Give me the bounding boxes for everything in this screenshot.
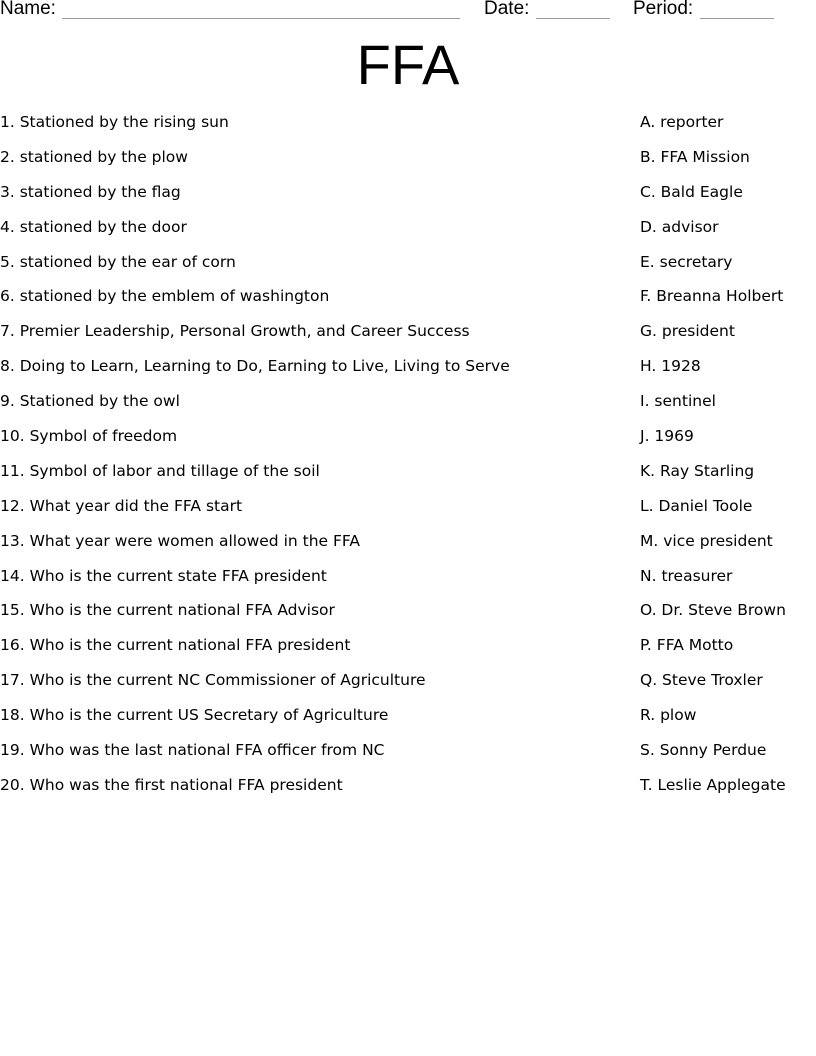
answer-item: S. Sonny Perdue [640, 741, 767, 760]
answer-item: I. sentinel [640, 392, 716, 411]
answer-item: R. plow [640, 706, 697, 725]
answer-item: E. secretary [640, 252, 733, 271]
question-item: 16. Who is the current national FFA president [0, 636, 351, 655]
question-item: 11. Symbol of labor and tillage of the soil [0, 461, 320, 480]
answer-item: N. treasurer [640, 566, 733, 585]
question-item: 8. Doing to Learn, Learning to Do, Earning to Live, Living to Serve [0, 357, 510, 376]
name-label: Name: [0, 0, 56, 19]
date-blank-line[interactable] [536, 18, 610, 19]
answer-item: D. advisor [640, 217, 719, 236]
question-item: 13. What year were women allowed in the FFA [0, 531, 360, 550]
question-item: 5. stationed by the ear of corn [0, 252, 236, 271]
answer-item: B. FFA Mission [640, 147, 750, 166]
question-item: 17. Who is the current NC Commissioner of Agriculture [0, 671, 426, 690]
answer-item: L. Daniel Toole [640, 496, 753, 515]
question-item: 14. Who is the current state FFA president [0, 566, 327, 585]
answer-item: O. Dr. Steve Brown [640, 601, 786, 620]
question-item: 15. Who is the current national FFA Advisor [0, 601, 335, 620]
question-item: 6. stationed by the emblem of washington [0, 287, 330, 306]
question-item: 10. Symbol of freedom [0, 427, 178, 446]
answer-item: G. president [640, 322, 735, 341]
answer-item: C. Bald Eagle [640, 182, 743, 201]
question-item: 9. Stationed by the owl [0, 392, 180, 411]
question-item: 2. stationed by the plow [0, 147, 188, 166]
answer-item: Q. Steve Troxler [640, 671, 763, 690]
answer-item: A. reporter [640, 113, 724, 131]
question-item: 20. Who was the first national FFA president [0, 775, 343, 794]
question-item: 7. Premier Leadership, Personal Growth, and Career Success [0, 322, 470, 341]
question-item: 1. Stationed by the rising sun [0, 113, 229, 131]
name-blank-line[interactable] [62, 18, 460, 19]
question-list [0, 110, 620, 808]
question-item: 3. stationed by the flag [0, 182, 181, 201]
question-item: 4. stationed by the door [0, 217, 187, 236]
answer-item: J. 1969 [640, 427, 694, 446]
answer-item: T. Leslie Applegate [640, 775, 786, 794]
date-label: Date: [484, 0, 530, 19]
answer-item: F. Breanna Holbert [640, 287, 784, 306]
answer-item: K. Ray Starling [640, 461, 755, 480]
question-item: 18. Who is the current US Secretary of Agriculture [0, 706, 389, 725]
answer-item: M. vice president [640, 531, 773, 550]
worksheet-header [0, 0, 816, 24]
page-title: FFA [356, 33, 460, 96]
answer-item: P. FFA Motto [640, 636, 734, 655]
period-blank-line[interactable] [700, 18, 774, 19]
answer-list [640, 110, 816, 808]
answer-item: H. 1928 [640, 357, 701, 376]
question-item: 12. What year did the FFA start [0, 496, 243, 515]
question-item: 19. Who was the last national FFA officer from NC [0, 741, 385, 760]
period-label: Period: [633, 0, 694, 19]
